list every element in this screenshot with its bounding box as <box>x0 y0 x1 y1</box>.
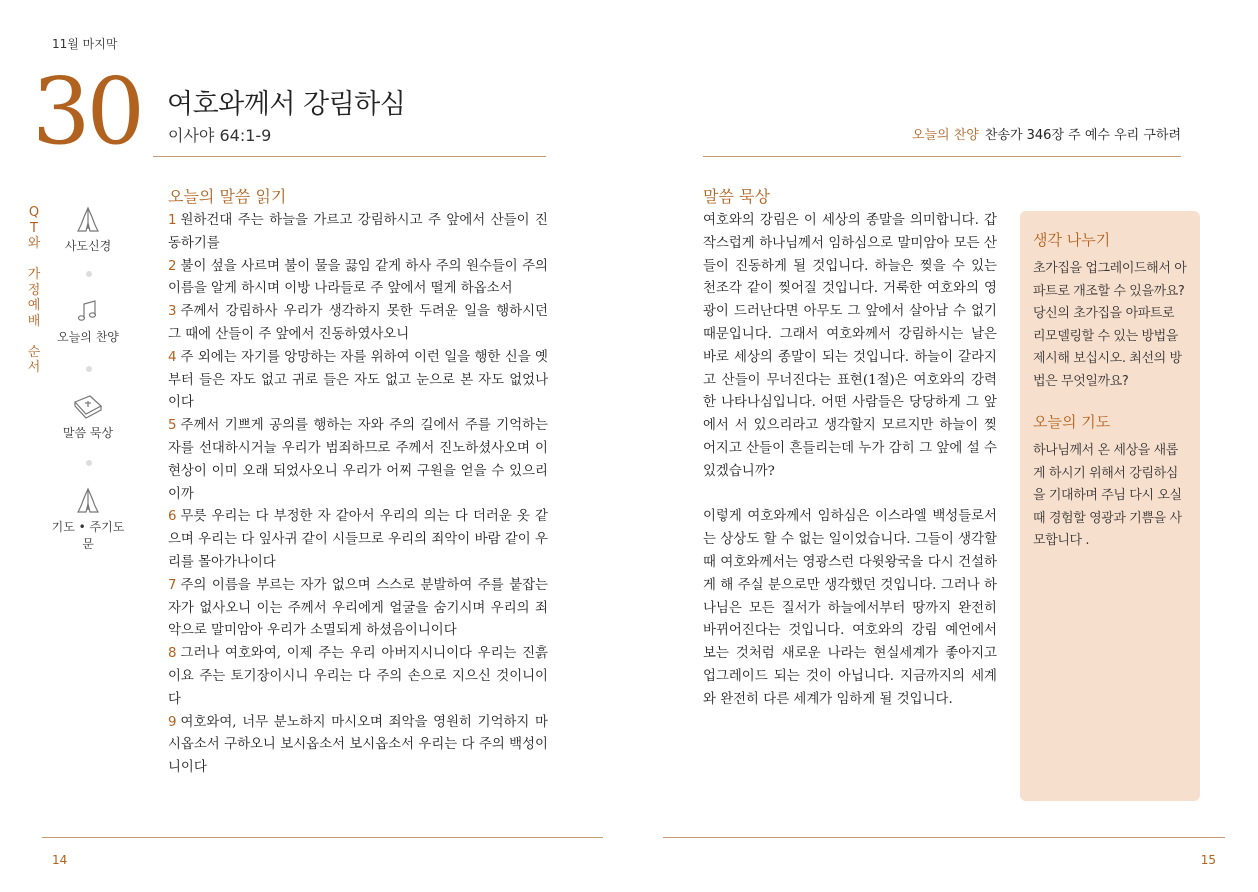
reflection-box <box>1020 211 1200 801</box>
verse-number: 5 <box>168 418 177 434</box>
verse <box>168 712 548 780</box>
day-number: 30 <box>32 58 142 165</box>
verse-number: 2 <box>168 258 177 274</box>
verse <box>168 415 548 506</box>
header-divider-right <box>703 156 1181 157</box>
verse <box>168 575 548 643</box>
meditation-body <box>703 210 997 712</box>
prayer-heading: 오늘의 기도 <box>1033 413 1111 431</box>
verse-number: 9 <box>168 714 177 730</box>
sidebar-dot <box>86 460 92 466</box>
bible-book-icon <box>72 392 104 422</box>
sidebar-item-meditation <box>48 392 128 441</box>
sidebar-item-hymn <box>48 296 128 345</box>
hymn-text: 찬송가 346장 주 예수 우리 구하려 <box>984 128 1181 143</box>
hymn-line <box>912 124 1181 143</box>
verse-number: 6 <box>168 509 177 525</box>
vertical-order-title: Q T 와 가 정 예 배 순 서 <box>27 205 41 375</box>
sidebar-item-label: 오늘의 찬양 <box>57 330 119 344</box>
verse-text: 주께서 기쁘게 공의를 행하는 자와 주의 길에서 주를 기억하는 자를 선대하시거늘 우리가 범죄하므로 주께서 진노하셨사오며 이 현상이 이미 오래 되었사오니 우리가 어찌 구원을 얻을 수 있으리이까 <box>168 418 548 502</box>
scripture-reference: 이사야 64:1-9 <box>168 126 272 145</box>
verse-text: 그러나 여호와여, 이제 주는 우리 아버지시니이다 우리는 진흙이요 주는 토기장이시니 우리는 다 주의 손으로 지으신 것이니이다 <box>168 646 548 707</box>
verse <box>168 506 548 574</box>
praying-hands-icon <box>73 486 103 516</box>
verse-text: 주 외에는 자기를 앙망하는 자를 위하여 이런 일을 행한 신을 옛부터 들은 자도 없고 귀로 들은 자도 없고 눈으로 본 자도 없었나이다 <box>168 349 548 411</box>
meditation-paragraph: 여호와의 강림은 이 세상의 종말을 의미합니다. 갑작스럽게 하나님께서 임하심으로 말미암아 모든 산들이 진동하게 될 것입니다. 하늘은 찢을 수 있는 천조각 같이 찢어질 것입니다. 거룩한 여호와의 영광이 드러난다면 아무도 그 앞에서 살아남 수 없기 때문입니다. 그래서 여호와께서 강림하시는 날은 바로 세상의 종말이 되는 것입니다. 하늘이 갈라지고 산들이 무너진다는 표현(1절)은 여호와의 강력한 나타나심입니다. 어떤 사람들은 당당하게 그 앞에서 서 있으리라고 생각할지 모르지만 하늘이 찢어지고 산들이 흔들리는데 누가 감히 그 앞에 설 수 있겠습니까? <box>703 213 997 479</box>
page-number-right: 15 <box>1200 853 1216 867</box>
verse-text: 여호와여, 너무 분노하지 마시오며 죄악을 영원히 기억하지 마시옵소서 구하오니 보시옵소서 보시옵소서 우리는 다 주의 백성이니이다 <box>168 714 548 776</box>
verse <box>168 256 548 302</box>
reading-heading: 오늘의 말씀 읽기 <box>168 187 287 206</box>
sidebar-dot <box>86 271 92 277</box>
sidebar-item-label: 기도 • 주기도문 <box>51 520 125 551</box>
verse <box>168 301 548 347</box>
verse-text: 무릇 우리는 다 부정한 자 같아서 우리의 의는 다 더러운 옷 같으며 우리는 다 잎사귀 같이 시들므로 우리의 죄악이 바람 같이 우리를 몰아가나이다 <box>168 509 548 570</box>
month-label: 11월 마지막 <box>52 37 118 51</box>
verse-number: 1 <box>168 213 177 228</box>
verse-text: 불이 섶을 사르며 불이 물을 끓임 같게 하사 주의 원수들이 주의 이름을 알게 하시며 이방 나라들로 주 앞에서 떨게 하옵소서 <box>168 258 548 297</box>
footer-divider-left <box>42 837 603 838</box>
header-divider-left <box>153 156 546 157</box>
music-note-icon <box>73 296 103 326</box>
page-number-left: 14 <box>52 853 68 867</box>
verse-list <box>168 210 548 780</box>
verse-text: 주의 이름을 부르는 자가 없으며 스스로 분발하여 주를 붙잡는 자가 없사오니 이는 주께서 우리에게 얼굴을 숨기시며 우리의 죄악으로 말미암아 우리가 소멸되게 하셨음이니이다 <box>168 577 548 639</box>
meditation-paragraph: 이렇게 여호와께서 임하심은 이스라엘 백성들로서는 상상도 할 수 없는 일이었습니다. 그들이 생각할 때 여호와께서는 영광스런 다윗왕국을 다시 건설하게 해 주실 분으로만 생각했던 것입니다. 그러나 하나님은 모든 질서가 하늘에서부터 땅까지 완전히 바뀌어진다는 것입니다. 여호와의 강림 예언에서 보는 것처럼 새로운 나라는 현실세계가 좋아지고 업그레이드 되는 것이 아닙니다. 지금까지의 세계와 완전히 다른 세계가 임하게 될 것입니다. <box>703 509 997 707</box>
verse <box>168 210 548 256</box>
sidebar-item-label: 사도신경 <box>64 239 112 253</box>
sidebar-item-creed <box>48 205 128 254</box>
verse-text: 원하건대 주는 하늘을 가르고 강림하시고 주 앞에서 산들이 진동하기를 <box>168 213 548 251</box>
meditation-heading: 말씀 묵상 <box>703 187 770 206</box>
sidebar-item-label: 말씀 묵상 <box>62 426 114 440</box>
verse-number: 4 <box>168 349 177 365</box>
sidebar-item-prayer <box>48 486 128 552</box>
share-heading: 생각 나누기 <box>1033 231 1111 249</box>
verse-number: 8 <box>168 646 177 662</box>
prayer-text: 하나님께서 온 세상을 새롭게 하시기 위해서 강림하심을 기대하며 주님 다시 오실 때 경험할 영광과 기쁨을 사모합니다 . <box>1033 443 1182 548</box>
verse-number: 3 <box>168 304 177 320</box>
verse-number: 7 <box>168 577 177 593</box>
verse <box>168 643 548 711</box>
verse <box>168 347 548 415</box>
sidebar-dot <box>86 366 92 372</box>
page-title: 여호와께서 강림하심 <box>167 89 406 120</box>
hymn-label: 오늘의 찬양 <box>911 128 979 143</box>
verse-text: 주께서 강림하사 우리가 생각하지 못한 두려운 일을 행하시던 그 때에 산들이 주 앞에서 진동하였사오니 <box>168 304 548 342</box>
praying-hands-icon <box>73 205 103 235</box>
footer-divider-right <box>663 837 1225 838</box>
share-text: 초가집을 업그레이드해서 아파트로 개조할 수 있을까요? 당신의 초가집을 아파트로 리모델링할 수 있는 방법을 제시해 보십시오. 최선의 방법은 무엇일까요? <box>1033 261 1187 389</box>
